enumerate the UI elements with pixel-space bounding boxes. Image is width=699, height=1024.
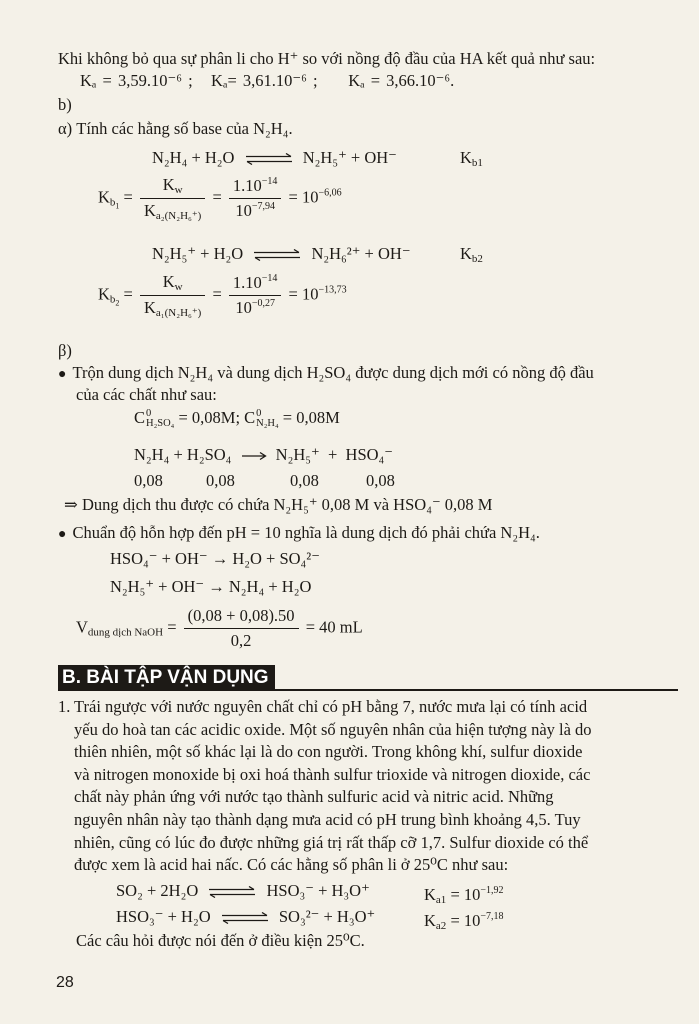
- reaction-amount-1: 0,08: [134, 471, 163, 490]
- reaction-arrow-icon: [241, 451, 267, 461]
- kb1-fraction-2: $\frac{1.10^{-14}}{10^{-7,94}}$: [229, 176, 282, 221]
- paragraph-line: được xem là acid hai nấc. Có các hằng số phân li ở 25⁰C như sau:: [74, 855, 509, 875]
- neutralization-reaction: N₂H₄ + H₂SO₄ N₂H₅⁺ + HSO₄⁻: [134, 445, 394, 464]
- titration-eq-1: HSO₄⁻ + OH⁻ → H₂O + SO₄²⁻: [110, 549, 320, 568]
- beta-bullet-1-cont: của các chất như sau:: [76, 385, 217, 404]
- naoh-volume-fraction: $\frac{(0,08 + 0,08).50}{0,2}$: [184, 606, 299, 651]
- equilibrium-2: [152, 243, 411, 264]
- item-number: 1.: [58, 697, 71, 716]
- beta-bullet-2: ● Chuẩn độ hỗn hợp đến pH = 10 nghĩa là dung dịch đó phải chứa N₂H₄.: [58, 523, 540, 542]
- reaction-amount-2: 0,08: [206, 471, 235, 490]
- reaction-amount-3: 0,08: [290, 471, 319, 490]
- kb1-fraction-1: $\frac{K_w}{K_{a_2(N_2H_6^+)}}$: [140, 175, 205, 222]
- kb2-formula: $K_{b2}$ = $\frac{K_w}{K_{a_1(N_2H_6^+)}}$ = $\frac{1.10^{-14}}{10^{-0,27}}$ = $10^{-13,73}$: [98, 272, 347, 319]
- paragraph-line: chất này phản ứng với nước tạo thành sulfuric acid và nitric acid. Những: [74, 787, 554, 807]
- dissociation-eq-1: SO₂ + 2H₂O HSO₃⁻ + H₃O⁺: [116, 881, 370, 900]
- eq1-constant-tag: $K_{b1}$: [460, 148, 483, 169]
- paragraph-line: nhiên, cũng có lúc đo được những giá trị rất thấp cỡ 1,7. Sulfur dioxide có thể: [74, 832, 589, 852]
- beta-bullet-1: ● Trộn dung dịch N₂H₄ và dung dịch H₂SO₄ được dung dịch mới có nồng độ đầu: [58, 363, 594, 382]
- eq1-right: N₂H₅⁺ + OH⁻: [302, 148, 397, 167]
- paragraph-line: và nitrogen monoxide bị oxi hoá thành sulfur trioxide và nitrogen dioxide, các: [74, 764, 591, 784]
- eq2-left: N₂H₅⁺ + H₂O: [152, 244, 244, 263]
- ka-value-1: Kₐ = 3,59.10⁻⁶ ;: [80, 71, 193, 90]
- ka2-value: $K_{a2} = 10^{-7,18}$: [424, 911, 504, 932]
- kb2-fraction-1: $\frac{K_w}{K_{a_1(N_2H_6^+)}}$: [140, 272, 205, 319]
- part-alpha-label: α) Tính các hằng số base của N₂H₄.: [58, 119, 293, 138]
- naoh-volume-formula: $V_{dung dịch NaOH}$ = $\frac{(0,08 + 0,08).50}{0,2}$ = 40 mL: [76, 606, 363, 650]
- ka-value-3: Kₐ = 3,66.10⁻⁶.: [348, 71, 455, 90]
- eq2-right: N₂H₆²⁺ + OH⁻: [311, 244, 411, 263]
- exercise-paragraph: [74, 696, 674, 877]
- equilibrium-1: [152, 147, 397, 168]
- part-beta-label: β): [58, 341, 72, 360]
- page-number: 28: [56, 974, 74, 991]
- part-b-label: b): [58, 95, 72, 114]
- section-heading: B. BÀI TẬP VẬN DỤNG: [58, 665, 275, 691]
- dissociation-eq-2: HSO₃⁻ + H₂O SO₃²⁻ + H₃O⁺: [116, 907, 376, 926]
- equilibrium-arrow-icon: [221, 912, 269, 924]
- equilibrium-arrow-icon: [245, 153, 293, 165]
- heading-underline: [58, 689, 678, 691]
- ka-values: [80, 70, 454, 91]
- initial-concentrations: C 0 H₂SO₄ = 0,08M; C 0 N₂H₄ = 0,08M: [134, 408, 340, 430]
- eq1-left: N₂H₄ + H₂O: [152, 148, 235, 167]
- bullet-icon: ●: [58, 367, 67, 382]
- titration-eq-2: N₂H₅⁺ + OH⁻ → N₂H₄ + H₂O: [110, 577, 312, 596]
- reaction-amount-4: 0,08: [366, 471, 395, 490]
- implies-arrow-icon: ⇒: [64, 495, 78, 514]
- ka-value-2: Kₐ= 3,61.10⁻⁶ ;: [211, 71, 318, 90]
- ka1-value: $K_{a1} = 10^{-1,92}$: [424, 885, 504, 906]
- paragraph-line: thiên nhiên, một số khác lại là do con người. Trong không khí, sulfur dioxide: [74, 742, 583, 762]
- paragraph-line: nguyên nhân này tạo thành dạng mưa acid có pH trung bình khoảng 4,5. Tuy: [74, 809, 581, 829]
- beta-result: ⇒ Dung dịch thu được có chứa N₂H₅⁺ 0,08 M và HSO₄⁻ 0,08 M: [64, 495, 493, 514]
- bullet-icon: ●: [58, 527, 67, 542]
- equilibrium-arrow-icon: [253, 249, 301, 261]
- paragraph-line: yếu do hoà tan các acidic oxide. Một số nguyên nhân của hiện tượng này là do: [74, 719, 592, 739]
- paragraph-line: Trái ngược với nước nguyên chất chỉ có pH bằng 7, nước mưa lại có tính acid: [74, 697, 588, 716]
- kb2-fraction-2: $\frac{1.10^{-14}}{10^{-0,27}}$: [229, 273, 282, 318]
- eq2-constant-tag: $K_{b2}$: [460, 244, 483, 265]
- equilibrium-arrow-icon: [208, 886, 256, 898]
- closing-line: Các câu hỏi được nói đến ở điều kiện 25⁰C.: [76, 931, 365, 950]
- intro-text: Khi không bỏ qua sự phân li cho H⁺ so với nồng độ đầu của HA kết quả như sau:: [58, 49, 596, 68]
- kb1-formula: $K_{b1}$ = $\frac{K_w}{K_{a_2(N_2H_6^+)}}$ = $\frac{1.10^{-14}}{10^{-7,94}}$ = $10^{-6,06}$: [98, 175, 342, 222]
